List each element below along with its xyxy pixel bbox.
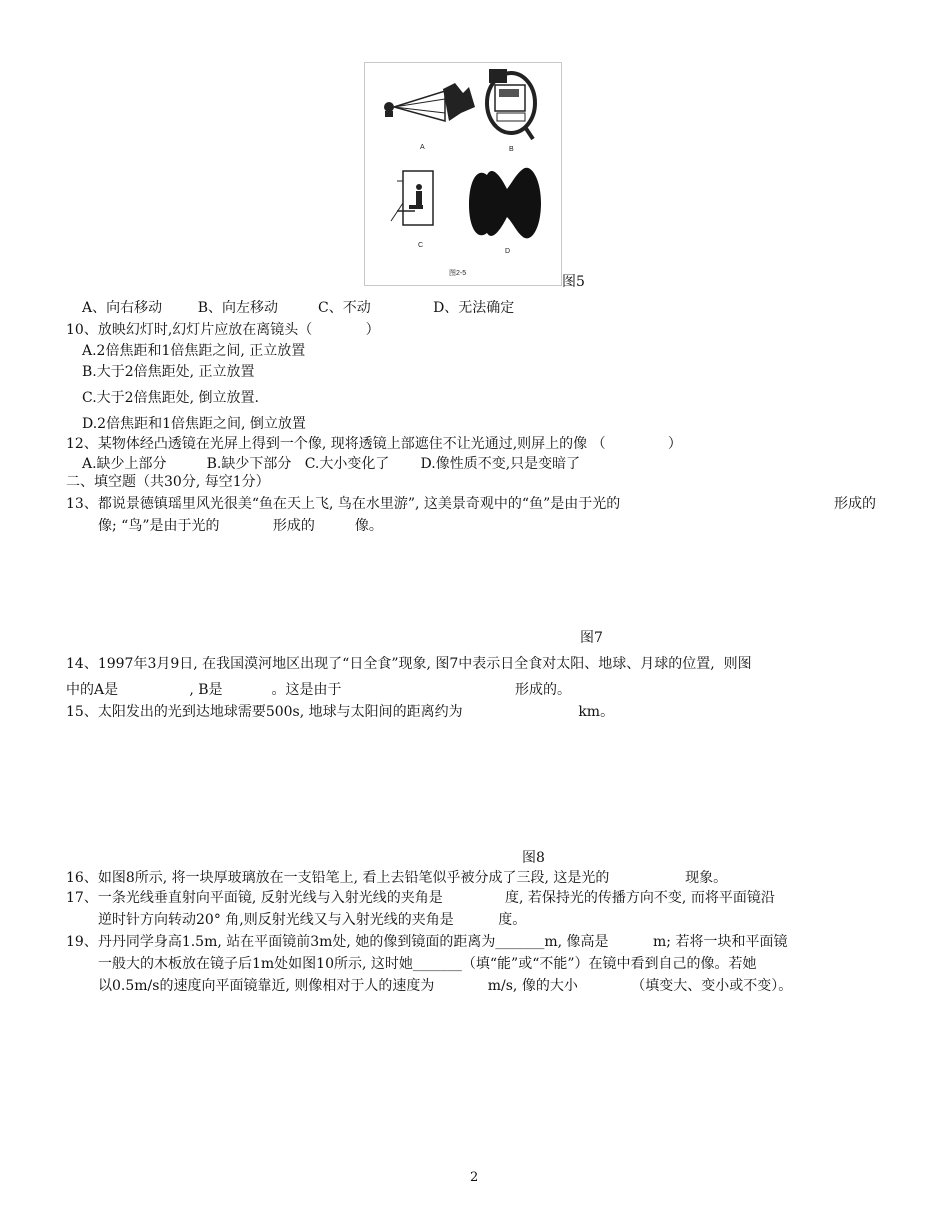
figure-5-drawing (365, 63, 561, 285)
q16-line: 16、如图8所示, 将一块厚玻璃放在一支铅笔上, 看上去铅笔似乎被分成了三段, 这是光的 现象。 (66, 870, 728, 886)
q15-line: 15、太阳发出的光到达地球需要500s, 地球与太阳间的距离约为 km。 (66, 704, 615, 720)
q13-line-1: 13、都说景德镇瑶里风光很美“鱼在天上飞, 鸟在水里游”, 这美景奇观中的“鱼”是由于光的 (66, 496, 621, 512)
q14-line-1: 14、1997年3月9日, 在我国漠河地区出现了“日全食”现象, 图7中表示日全食对太阳、地球、月球的位置, 则图 (66, 656, 752, 672)
figure-5-small-caption: 图2-5 (449, 270, 467, 277)
q10-option-c: C.大于2倍焦距处, 倒立放置. (82, 390, 259, 406)
figure-5-label: 图5 (562, 274, 585, 290)
q10-option-b: B.大于2倍焦距处, 正立放置 (82, 364, 255, 380)
q10-option-d: D.2倍焦距和1倍焦距之间, 倒立放置 (82, 416, 306, 432)
section-2-heading: 二、填空题（共30分, 每空1分） (66, 474, 270, 490)
q12-stem: 12、某物体经凸透镜在光屏上得到一个像, 现将透镜上部遮住不让光通过,则屏上的像 （ ） (66, 436, 682, 452)
q19-line-3: 以0.5m/s的速度向平面镜靠近, 则像相对于人的速度为 m/s, 像的大小 （填变大、变小或不变）。 (98, 978, 793, 994)
q13-line-2: 像; “鸟”是由于光的 形成的 像。 (98, 518, 383, 534)
figure-7-label: 图7 (580, 630, 603, 646)
q14-line-2: 中的A是 , B是 。这是由于 形成的。 (66, 682, 572, 698)
panel-a-projector (384, 83, 475, 121)
q17-line-2: 逆时针方向转动20° 角,则反射光线又与入射光线的夹角是 度。 (98, 912, 527, 928)
panel-c-glass (391, 171, 433, 225)
page-number: 2 (470, 1170, 479, 1185)
q10-option-a: A.2倍焦距和1倍焦距之间, 正立放置 (82, 343, 306, 359)
q10-stem: 10、放映幻灯时,幻灯片应放在离镜头（ ） (66, 322, 380, 338)
panel-d-shape (469, 168, 541, 239)
q19-line-1: 19、丹丹同学身高1.5m, 站在平面镜前3m处, 她的像到镜面的距离为_______m, 像高是 m; 若将一块和平面镜 (66, 934, 788, 950)
panel-label-c: C (418, 242, 424, 249)
panel-b-magnifier (487, 69, 535, 139)
panel-label-d: D (505, 248, 511, 255)
q17-line-1: 17、一条光线垂直射向平面镜, 反射光线与入射光线的夹角是 度, 若保持光的传播方向不变, 而将平面镜沿 (66, 890, 775, 906)
q19-line-2: 一般大的木板放在镜子后1m处如图10所示, 这时她_______（填“能”或“不能”）在镜中看到自己的像。若她 (98, 956, 757, 972)
panel-label-b: B (509, 146, 514, 153)
figure-5-image (364, 62, 562, 286)
q12-options: A.缺少上部分 B.缺少下部分 C.大小变化了 D.像性质不变,只是变暗了 (82, 456, 581, 472)
q9-options: A、向右移动 B、向左移动 C、不动 D、无法确定 (82, 300, 515, 316)
q13-line-1-end: 形成的 (834, 496, 876, 512)
figure-8-label: 图8 (522, 850, 545, 866)
panel-label-a: A (420, 144, 425, 151)
